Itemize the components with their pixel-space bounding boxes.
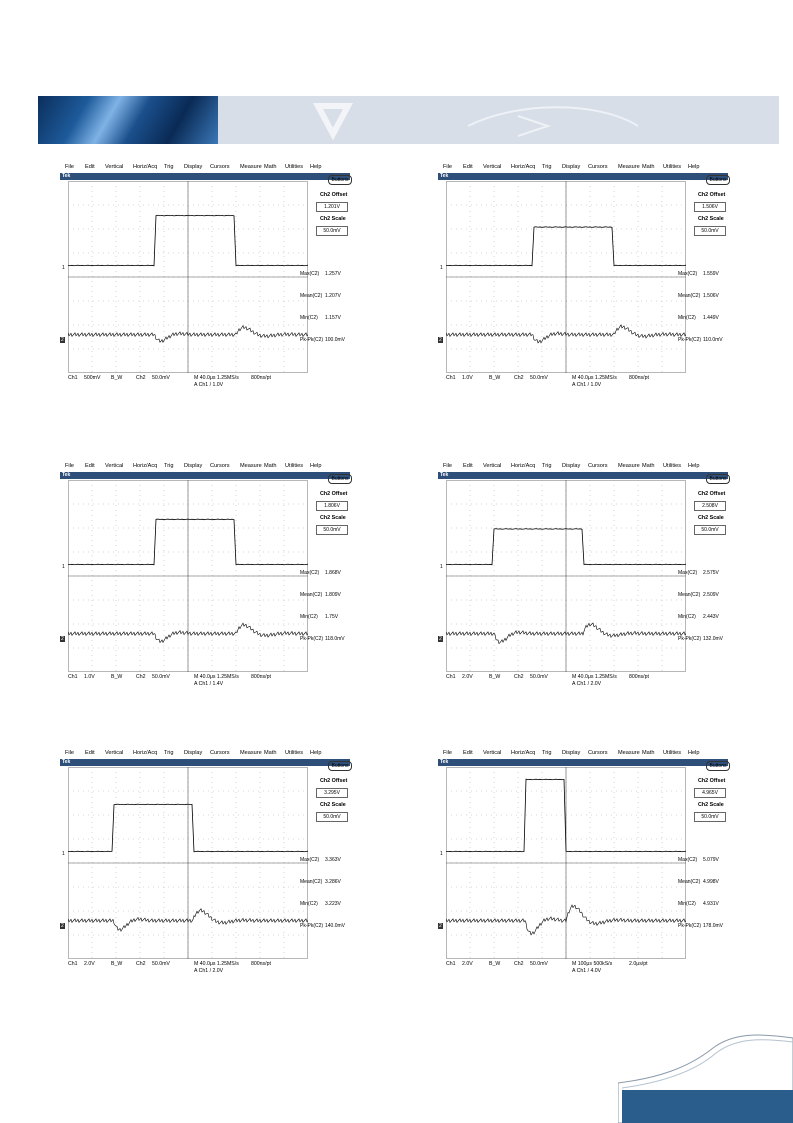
- ch2-marker: 2: [61, 337, 64, 343]
- side-panel: [300, 759, 352, 959]
- measurement: [678, 923, 730, 929]
- offset-value[interactable]: 2.508V: [694, 501, 726, 511]
- ch1-marker: 1: [62, 564, 65, 570]
- ch1-label: Ch1: [68, 375, 78, 381]
- measurement: [300, 636, 352, 642]
- ch1-scale: 1.0V: [84, 674, 95, 680]
- offset-label: Ch2 Offset: [320, 192, 348, 198]
- scale-value[interactable]: 50.0mV: [694, 226, 726, 236]
- ch2-label: Ch2: [514, 961, 524, 967]
- scale-label: Ch2 Scale: [698, 802, 724, 808]
- measurement-value: 2.443V: [703, 614, 719, 620]
- ch1-marker: 1: [440, 851, 443, 857]
- measurement: [678, 636, 730, 642]
- measurement-label: Pk-Pk(C2): [678, 337, 702, 343]
- scope-readout: [68, 673, 308, 691]
- measurement-label: Max(C2): [300, 271, 320, 277]
- measurement-label: Max(C2): [300, 570, 320, 576]
- ch1-scale: 500mV: [84, 375, 101, 381]
- menu-item[interactable]: File: [65, 463, 75, 469]
- menu-item[interactable]: Vertical: [105, 164, 124, 170]
- timebase: M 40.0μs 1.25MS/s: [572, 674, 617, 680]
- buttons-button[interactable]: Buttons: [328, 474, 352, 484]
- menu-item[interactable]: Cursors: [210, 750, 230, 756]
- ch2-marker: 2: [61, 636, 64, 642]
- scale-value[interactable]: 50.0mV: [694, 812, 726, 822]
- offset-value[interactable]: 4.965V: [694, 788, 726, 798]
- menu-bar: [438, 163, 728, 172]
- measurement-label: Min(C2): [678, 614, 696, 620]
- offset-label: Ch2 Offset: [698, 491, 726, 497]
- menu-item[interactable]: Display: [184, 164, 203, 170]
- measurement-label: Mean(C2): [300, 293, 323, 299]
- trigger-setting: A Ch1 / 1.0V: [194, 382, 224, 388]
- menu-item[interactable]: Utilities: [663, 750, 682, 756]
- trigger-setting: A Ch1 / 1.4V: [194, 681, 224, 687]
- measurement-label: Min(C2): [300, 614, 318, 620]
- menu-bar: [438, 462, 728, 471]
- measurement: [300, 315, 352, 321]
- buttons-button[interactable]: Buttons: [706, 175, 730, 185]
- ch2-label: Ch2: [514, 674, 524, 680]
- menu-item[interactable]: Display: [184, 463, 203, 469]
- menu-item[interactable]: File: [65, 750, 75, 756]
- scale-label: Ch2 Scale: [320, 216, 346, 222]
- measurement: [300, 337, 352, 343]
- menu-item[interactable]: Measure: [618, 164, 640, 170]
- menu-item[interactable]: Help: [688, 164, 700, 170]
- trigger-setting: A Ch1 / 1.0V: [572, 382, 602, 388]
- offset-label: Ch2 Offset: [698, 192, 726, 198]
- menu-item[interactable]: Display: [184, 750, 203, 756]
- banner-decoration: [218, 96, 779, 144]
- menu-item[interactable]: Horiz/Acq: [511, 164, 536, 170]
- measurement-value: 118.0mV: [325, 636, 345, 642]
- menu-item[interactable]: Math: [642, 463, 655, 469]
- measurement: [300, 901, 352, 907]
- points-rate: 800ns/pt: [629, 375, 649, 381]
- timebase: M 100μs 500kS/s: [572, 961, 613, 967]
- menu-item[interactable]: Help: [688, 463, 700, 469]
- measurement-value: 1.75V: [325, 614, 339, 620]
- measurement-label: Max(C2): [678, 570, 698, 576]
- offset-label: Ch2 Offset: [320, 491, 348, 497]
- measurement: [300, 879, 352, 885]
- measurement-label: Pk-Pk(C2): [300, 923, 324, 929]
- scale-label: Ch2 Scale: [698, 515, 724, 521]
- trigger-setting: A Ch1 / 2.0V: [194, 968, 224, 974]
- waveform-display: [68, 181, 308, 373]
- tek-label: Tek: [62, 472, 71, 478]
- header-banner: [38, 96, 779, 144]
- menu-item[interactable]: Math: [264, 164, 277, 170]
- ch2-marker: 2: [439, 337, 442, 343]
- menu-item[interactable]: Trig: [164, 164, 174, 170]
- measurement-value: 1.207V: [325, 293, 341, 299]
- ch2-marker: 2: [439, 636, 442, 642]
- measurement-value: 3.223V: [325, 901, 341, 907]
- timebase: M 40.0μs 1.25MS/s: [194, 674, 239, 680]
- ch2-scale: 50.0mV: [530, 375, 548, 381]
- bw-icon: B_W: [111, 674, 123, 680]
- measurement-label: Pk-Pk(C2): [300, 337, 324, 343]
- measurement-value: 1.559V: [703, 271, 719, 277]
- menu-item[interactable]: Trig: [164, 750, 174, 756]
- menu-item[interactable]: Display: [562, 463, 581, 469]
- bw-icon: B_W: [489, 961, 501, 967]
- measurement-label: Min(C2): [678, 901, 696, 907]
- ch1-marker: 1: [440, 265, 443, 271]
- menu-item[interactable]: Cursors: [210, 463, 230, 469]
- scale-value[interactable]: 50.0mV: [316, 226, 348, 236]
- side-panel: [678, 472, 730, 672]
- buttons-button[interactable]: Buttons: [328, 761, 352, 771]
- menu-item[interactable]: File: [443, 463, 453, 469]
- ch1-label: Ch1: [68, 961, 78, 967]
- waveform-display: [446, 181, 686, 373]
- waveform-display: [68, 767, 308, 959]
- menu-item[interactable]: Display: [562, 164, 581, 170]
- tek-label: Tek: [440, 173, 449, 179]
- buttons-button[interactable]: Buttons: [706, 761, 730, 771]
- menu-item[interactable]: Utilities: [663, 463, 682, 469]
- side-panel: [300, 472, 352, 672]
- ch1-marker: 1: [62, 851, 65, 857]
- status-bar: [60, 472, 350, 479]
- status-bar: [438, 759, 728, 766]
- status-bar: [438, 173, 728, 180]
- measurement-value: 1.257V: [325, 271, 341, 277]
- offset-value[interactable]: 1.806V: [316, 501, 348, 511]
- scope-readout: [446, 673, 686, 691]
- menu-item[interactable]: Trig: [542, 750, 552, 756]
- menu-bar: [60, 163, 350, 172]
- side-panel: [678, 173, 730, 373]
- menu-item[interactable]: Edit: [85, 463, 95, 469]
- ch2-label: Ch2: [136, 961, 146, 967]
- ch2-scale: 50.0mV: [530, 961, 548, 967]
- menu-item[interactable]: Measure: [240, 750, 262, 756]
- measurement-label: Max(C2): [678, 857, 698, 863]
- offset-label: Ch2 Offset: [320, 778, 348, 784]
- scope-panel: [438, 462, 728, 692]
- menu-item[interactable]: Measure: [618, 750, 640, 756]
- menu-item[interactable]: Utilities: [663, 164, 682, 170]
- menu-bar: [60, 462, 350, 471]
- scope-panel: [438, 163, 728, 393]
- ch1-marker: 1: [62, 265, 65, 271]
- measurement-value: 100.0mV: [325, 337, 346, 343]
- menu-item[interactable]: Cursors: [588, 750, 608, 756]
- measurement: [300, 271, 352, 277]
- measurement: [300, 293, 352, 299]
- status-bar: [438, 472, 728, 479]
- timebase: M 40.0μs 1.25MS/s: [194, 961, 239, 967]
- menu-bar: [60, 749, 350, 758]
- menu-item[interactable]: Edit: [85, 750, 95, 756]
- measurement-value: 4.998V: [703, 879, 719, 885]
- measurement-value: 2.509V: [703, 592, 719, 598]
- measurement-value: 140.0mV: [325, 923, 346, 929]
- menu-item[interactable]: Utilities: [285, 164, 304, 170]
- status-bar: [60, 759, 350, 766]
- banner-photo: [38, 96, 218, 144]
- scale-value[interactable]: 50.0mV: [316, 525, 348, 535]
- measurement-label: Pk-Pk(C2): [678, 636, 702, 642]
- measurement: [300, 614, 352, 620]
- measurement-value: 5.079V: [703, 857, 719, 863]
- menu-item[interactable]: Vertical: [483, 750, 502, 756]
- timebase: M 40.0μs 1.25MS/s: [572, 375, 617, 381]
- menu-item[interactable]: Cursors: [210, 164, 230, 170]
- measurement-value: 110.0mV: [703, 337, 723, 343]
- measurement-label: Min(C2): [300, 901, 318, 907]
- measurement-value: 1.449V: [703, 315, 719, 321]
- measurement-label: Mean(C2): [678, 592, 701, 598]
- measurement-label: Mean(C2): [300, 879, 323, 885]
- timebase: M 40.0μs 1.25MS/s: [194, 375, 239, 381]
- measurement-label: Mean(C2): [678, 879, 701, 885]
- side-panel: [678, 759, 730, 959]
- menu-item[interactable]: Horiz/Acq: [133, 750, 158, 756]
- scale-label: Ch2 Scale: [320, 515, 346, 521]
- measurement: [678, 315, 730, 321]
- ch1-label: Ch1: [68, 674, 78, 680]
- menu-item[interactable]: Measure: [240, 164, 262, 170]
- scale-value[interactable]: 50.0mV: [316, 812, 348, 822]
- measurement-label: Min(C2): [300, 315, 318, 321]
- ch1-scale: 2.0V: [84, 961, 95, 967]
- menu-bar: [438, 749, 728, 758]
- ch2-label: Ch2: [136, 674, 146, 680]
- menu-item[interactable]: Math: [264, 463, 277, 469]
- menu-item[interactable]: Help: [310, 463, 322, 469]
- menu-item[interactable]: Measure: [618, 463, 640, 469]
- menu-item[interactable]: File: [443, 164, 453, 170]
- points-rate: 800ns/pt: [251, 961, 271, 967]
- ch2-marker: 2: [61, 923, 64, 929]
- scale-value[interactable]: 50.0mV: [694, 525, 726, 535]
- bw-icon: B_W: [111, 961, 123, 967]
- scope-panel: [60, 163, 350, 393]
- menu-item[interactable]: Math: [642, 750, 655, 756]
- measurement-label: Pk-Pk(C2): [300, 636, 324, 642]
- measurement-value: 4.931V: [703, 901, 719, 907]
- offset-value[interactable]: 1.506V: [694, 202, 726, 212]
- measurement: [678, 879, 730, 885]
- measurement: [678, 614, 730, 620]
- measurement-label: Min(C2): [678, 315, 696, 321]
- ch1-scale: 2.0V: [462, 674, 473, 680]
- menu-item[interactable]: Vertical: [483, 463, 502, 469]
- measurement: [300, 592, 352, 598]
- measurement: [678, 901, 730, 907]
- bw-icon: B_W: [489, 375, 501, 381]
- measurement-label: Mean(C2): [300, 592, 323, 598]
- waveform-display: [446, 767, 686, 959]
- tek-label: Tek: [62, 173, 71, 179]
- corner-decoration: [618, 1028, 793, 1123]
- tek-label: Tek: [62, 759, 71, 765]
- menu-item[interactable]: Cursors: [588, 463, 608, 469]
- measurement-value: 3.286V: [325, 879, 341, 885]
- bw-icon: B_W: [489, 674, 501, 680]
- menu-item[interactable]: Math: [264, 750, 277, 756]
- measurement-label: Mean(C2): [678, 293, 701, 299]
- ch1-label: Ch1: [446, 375, 456, 381]
- menu-item[interactable]: Trig: [542, 463, 552, 469]
- points-rate: 2.0μs/pt: [629, 961, 648, 967]
- ch2-marker: 2: [439, 923, 442, 929]
- menu-item[interactable]: Trig: [164, 463, 174, 469]
- measurement: [300, 857, 352, 863]
- measurement: [678, 293, 730, 299]
- measurement: [678, 271, 730, 277]
- status-bar: [60, 173, 350, 180]
- scale-label: Ch2 Scale: [320, 802, 346, 808]
- measurement-value: 1.506V: [703, 293, 719, 299]
- measurement: [678, 592, 730, 598]
- trigger-setting: A Ch1 / 2.0V: [572, 681, 602, 687]
- measurement-label: Pk-Pk(C2): [678, 923, 702, 929]
- ch1-label: Ch1: [446, 961, 456, 967]
- scale-label: Ch2 Scale: [698, 216, 724, 222]
- measurement-value: 1.809V: [325, 592, 341, 598]
- measurement: [678, 857, 730, 863]
- measurement: [300, 570, 352, 576]
- measurement-label: Max(C2): [300, 857, 320, 863]
- scope-panel: [60, 462, 350, 692]
- scope-readout: [68, 960, 308, 978]
- points-rate: 800ns/pt: [251, 674, 271, 680]
- offset-label: Ch2 Offset: [698, 778, 726, 784]
- ch2-scale: 50.0mV: [152, 375, 170, 381]
- menu-item[interactable]: Horiz/Acq: [133, 164, 158, 170]
- ch2-scale: 50.0mV: [152, 674, 170, 680]
- waveform-display: [68, 480, 308, 672]
- measurement: [678, 570, 730, 576]
- menu-item[interactable]: Help: [310, 164, 322, 170]
- measurement-value: 3.363V: [325, 857, 341, 863]
- bw-icon: B_W: [111, 375, 123, 381]
- offset-value[interactable]: 3.295V: [316, 788, 348, 798]
- ch2-label: Ch2: [136, 375, 146, 381]
- menu-item[interactable]: Math: [642, 164, 655, 170]
- measurement: [300, 923, 352, 929]
- menu-item[interactable]: Vertical: [483, 164, 502, 170]
- side-panel: [300, 173, 352, 373]
- ch2-scale: 50.0mV: [152, 961, 170, 967]
- ch1-scale: 1.0V: [462, 375, 473, 381]
- measurement-value: 2.575V: [703, 570, 719, 576]
- menu-item[interactable]: Measure: [240, 463, 262, 469]
- waveform-display: [446, 480, 686, 672]
- menu-item[interactable]: Utilities: [285, 750, 304, 756]
- measurement: [678, 337, 730, 343]
- menu-item[interactable]: Horiz/Acq: [133, 463, 158, 469]
- tek-label: Tek: [440, 472, 449, 478]
- scope-readout: [446, 374, 686, 392]
- measurement-value: 178.0mV: [703, 923, 724, 929]
- menu-item[interactable]: Cursors: [588, 164, 608, 170]
- menu-item[interactable]: Help: [310, 750, 322, 756]
- menu-item[interactable]: Help: [688, 750, 700, 756]
- scope-readout: [68, 374, 308, 392]
- ch1-marker: 1: [440, 564, 443, 570]
- menu-item[interactable]: Vertical: [105, 750, 124, 756]
- measurement-value: 1.157V: [325, 315, 341, 321]
- menu-item[interactable]: Edit: [463, 750, 473, 756]
- buttons-button[interactable]: Buttons: [706, 474, 730, 484]
- menu-item[interactable]: Horiz/Acq: [511, 463, 536, 469]
- measurement-value: 132.0mV: [703, 636, 724, 642]
- tek-label: Tek: [440, 759, 449, 765]
- scope-readout: [446, 960, 686, 978]
- measurement-label: Max(C2): [678, 271, 698, 277]
- menu-item[interactable]: File: [443, 750, 453, 756]
- ch2-label: Ch2: [514, 375, 524, 381]
- trigger-setting: A Ch1 / 4.0V: [572, 968, 602, 974]
- ch1-scale: 2.0V: [462, 961, 473, 967]
- menu-item[interactable]: Edit: [85, 164, 95, 170]
- scope-panel: [60, 749, 350, 979]
- measurement-value: 1.868V: [325, 570, 341, 576]
- ch2-scale: 50.0mV: [530, 674, 548, 680]
- menu-item[interactable]: Display: [562, 750, 581, 756]
- points-rate: 800ns/pt: [629, 674, 649, 680]
- offset-value[interactable]: 1.201V: [316, 202, 348, 212]
- menu-item[interactable]: Horiz/Acq: [511, 750, 536, 756]
- menu-item[interactable]: Utilities: [285, 463, 304, 469]
- ch1-label: Ch1: [446, 674, 456, 680]
- menu-item[interactable]: Vertical: [105, 463, 124, 469]
- buttons-button[interactable]: Buttons: [328, 175, 352, 185]
- scope-panel: [438, 749, 728, 979]
- menu-item[interactable]: Trig: [542, 164, 552, 170]
- menu-item[interactable]: Edit: [463, 164, 473, 170]
- menu-item[interactable]: Edit: [463, 463, 473, 469]
- menu-item[interactable]: File: [65, 164, 75, 170]
- points-rate: 800ns/pt: [251, 375, 271, 381]
